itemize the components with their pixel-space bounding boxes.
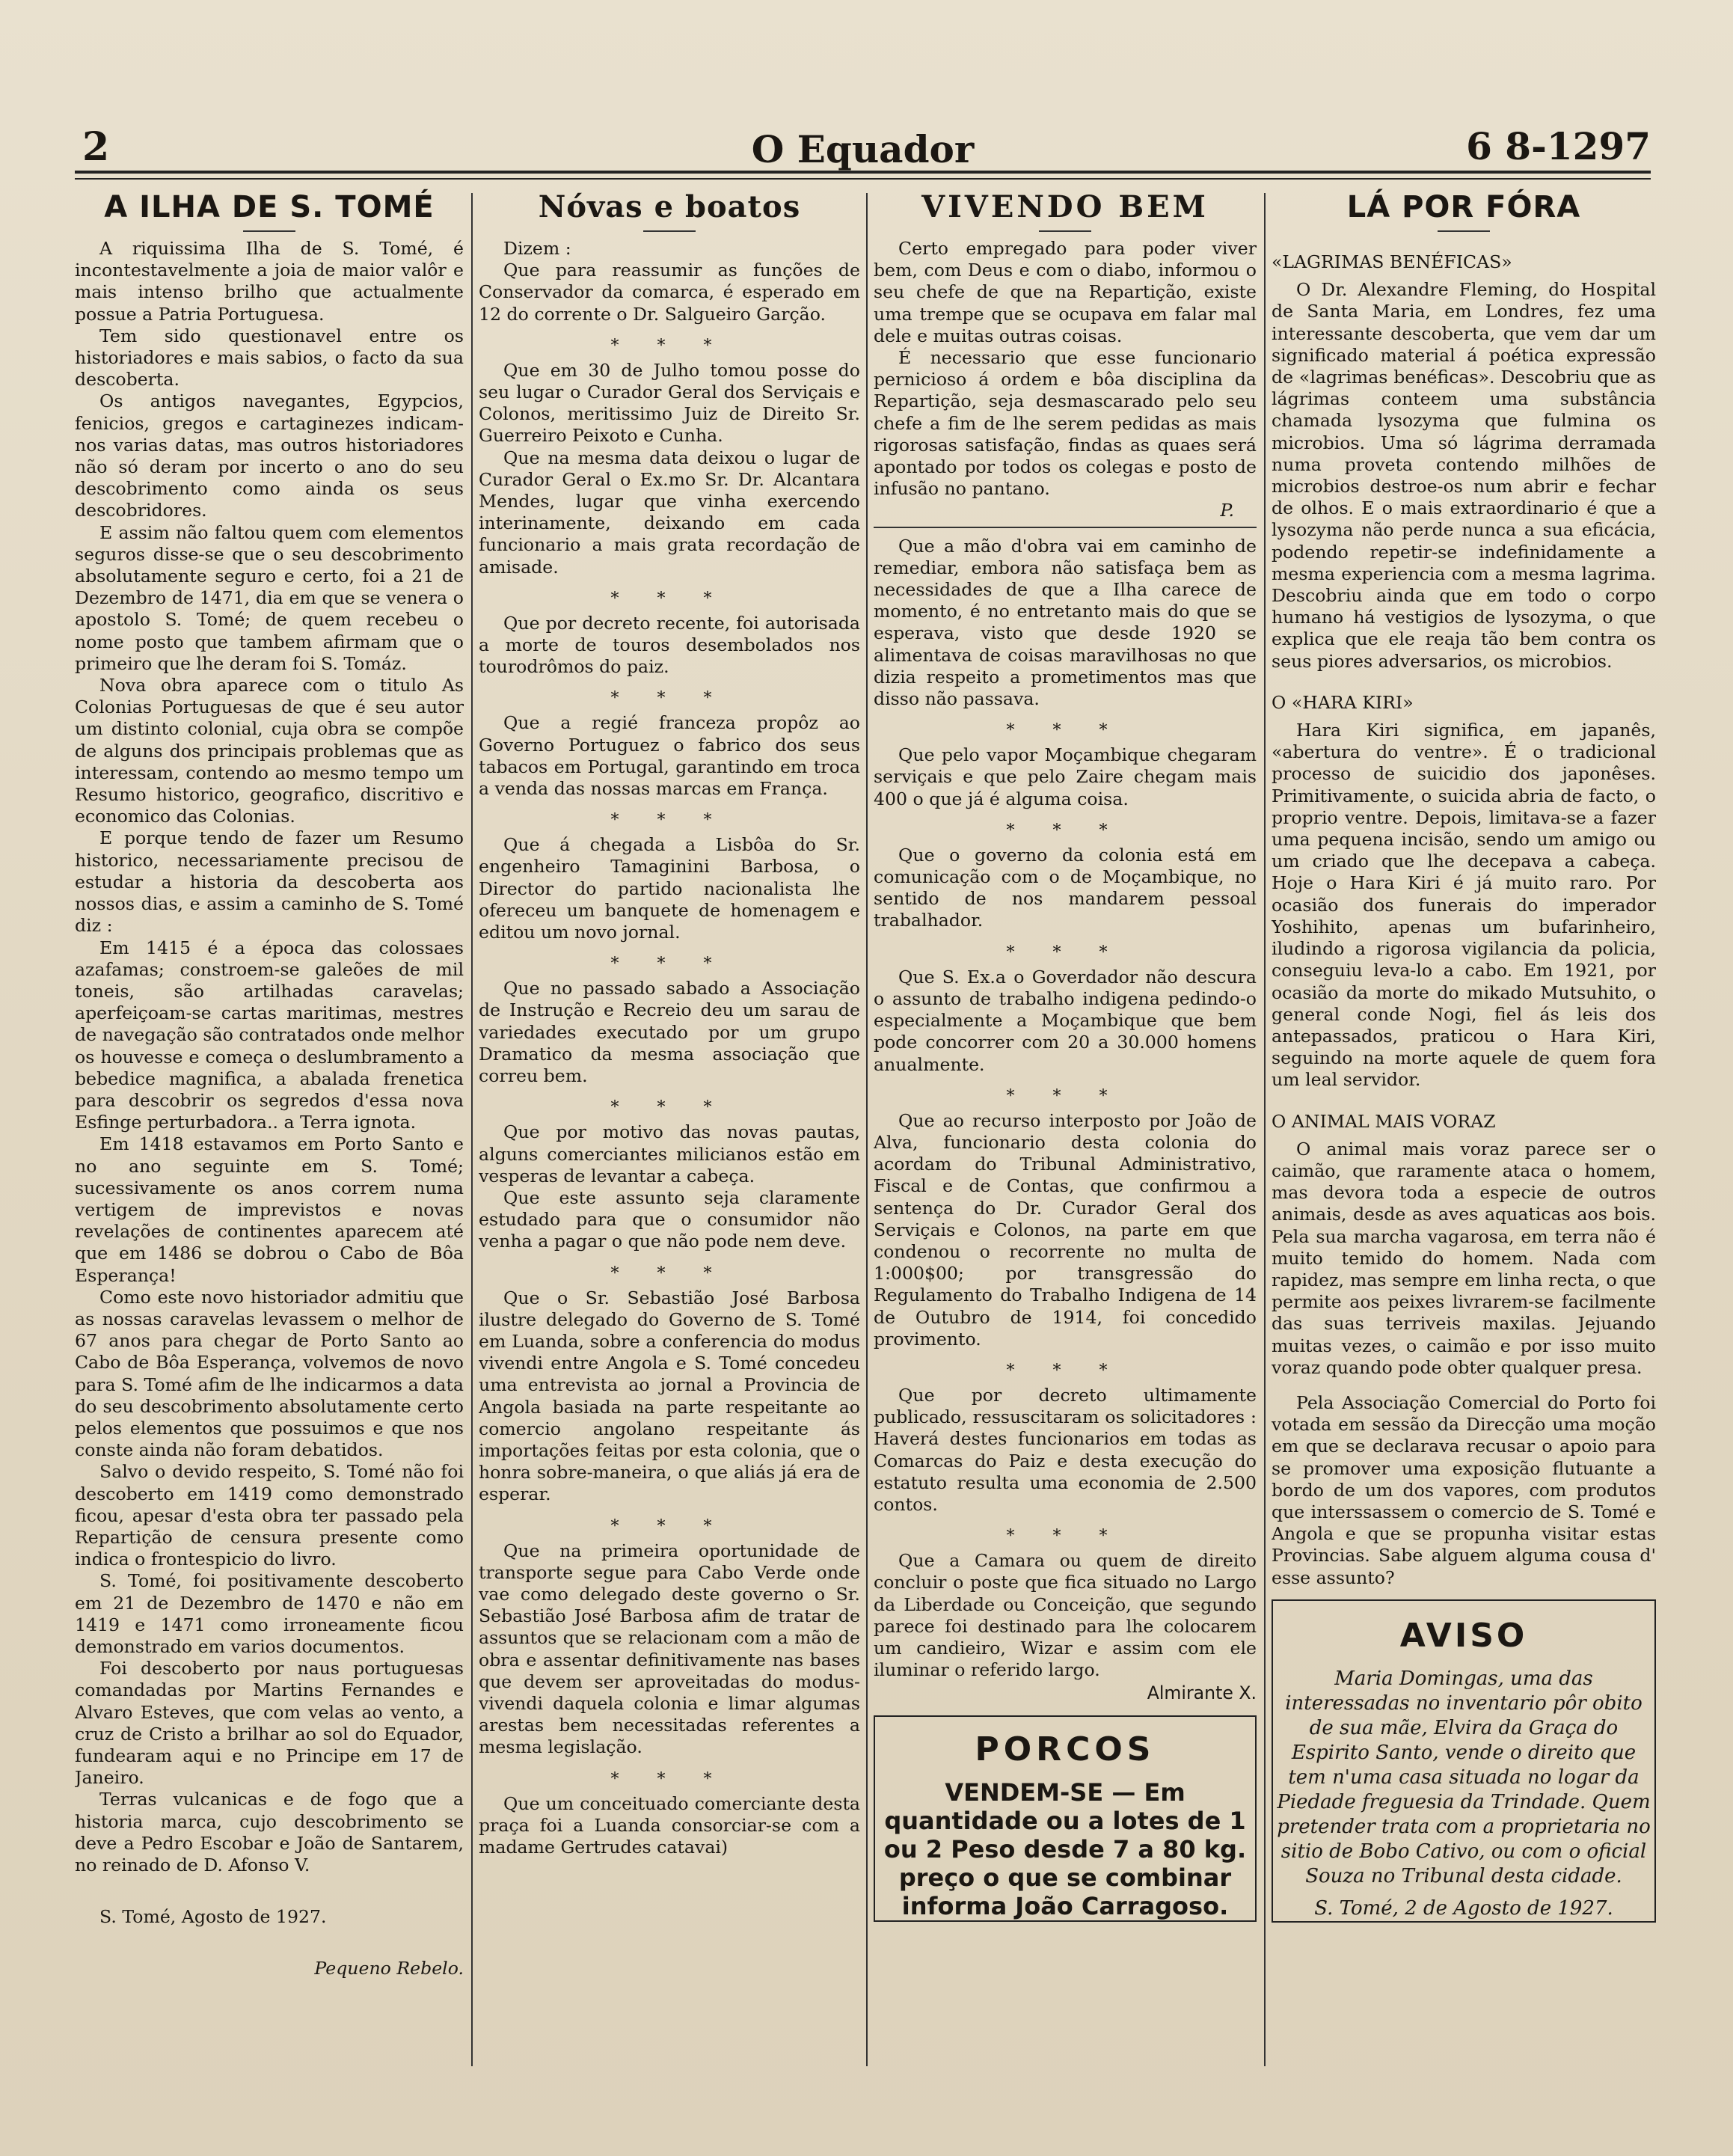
news-item: Que por decreto recente, foi autorisada a morte de touros desembolados nos tourodrômos do paiz.: [479, 612, 860, 678]
news-item: Que por decreto ultimamente publicado, ressuscitaram os solicitadores : Haverá destes funcionarios em todas as Comarcas do Paiz e desta execução do estatuto resulta uma economia de 2.500 contos.: [874, 1384, 1257, 1515]
paragraph: Em 1418 estavamos em Porto Santo e no ano seguinte em S. Tomé; sucessivamente os anos correm numa vertigem de imprevistos e novas revelações de continentes aparecem até que em 1486 se dobrou o Cabo de Bôa Esperança!: [75, 1133, 464, 1286]
article-heading: VIVENDO BEM: [921, 189, 1209, 224]
separator-stars: * * *: [1006, 1086, 1124, 1106]
heading-rule: [1438, 230, 1490, 232]
separator-stars: * * *: [610, 811, 729, 830]
article-heading: A ILHA DE S. TOMÉ: [104, 190, 435, 224]
separator-stars: * * *: [1006, 1527, 1124, 1546]
separator-stars: * * *: [610, 1516, 729, 1536]
separator-stars: * * *: [610, 955, 729, 974]
news-item: Que um conceituado comerciante desta praça foi a Luanda consorciar-se com a madame Gertrudes catavai): [479, 1792, 860, 1858]
news-item: Que á chegada a Lisbôa do Sr. engenheiro Tamaginini Barbosa, o Director do partido nacionalista lhe ofereceu um banquete de homenagem e editou um novo jornal.: [479, 834, 860, 943]
notice-heading: AVISO: [1399, 1616, 1528, 1655]
news-item: Que pelo vapor Moçambique chegaram serviçais e que pelo Zaire chegam mais 400 o que já é alguma coisa.: [874, 744, 1257, 809]
spacer: [1272, 1379, 1656, 1392]
heading-rule: [243, 230, 295, 232]
article-ilha-de-s-tome: [75, 187, 464, 2134]
heading-rule: [643, 230, 696, 232]
notice-body: Maria Domingas, uma das interessadas no inventario pôr obito de sua mãe, Elvira da Graça do Espirito Santo, vende o direito que tem n'uma casa situada no logar da Piedade freguesia da Trindade. Quem pretender trata com a proprietaria no sitio de Bobo Cativo, ou com o oficial Souza no Tribunal desta cidade.: [1277, 1667, 1651, 1887]
news-item: Que por motivo das novas pautas, alguns comerciantes milicianos estão em vesperas de levantar a cabeça.: [479, 1121, 860, 1186]
separator-stars: * * *: [1006, 1361, 1124, 1380]
separator-stars: * * *: [610, 1769, 729, 1789]
news-item: Que na mesma data deixou o lugar de Curador Geral o Ex.mo Sr. Dr. Alcantara Mendes, lugar que vinha exercendo interinamente, deixando em cada funcionario a mais grata recordação de amisade.: [479, 447, 860, 578]
paragraph: Como este novo historiador admitiu que as nossas caravelas levassem o melhor de 67 anos para chegar de Porto Santo ao Cabo de Bôa Esperança, volvemos de novo para S. Tomé afim de lhe indicarmos a data do seu descobrimento absolutamente certo pelos elementos que possuimos e que nos conste ainda não foram debatidos.: [75, 1286, 464, 1461]
column-divider: [866, 193, 868, 2066]
paragraph: Salvo o devido respeito, S. Tomé não foi descoberto em 1419 como demonstrado ficou, apesar d'esta obra ter passado pela Repartição de censura presente como indica o frontespicio do livro.: [75, 1461, 464, 1570]
ad-heading: PORCOS: [975, 1730, 1156, 1768]
masthead-rule-thin: [75, 178, 1651, 180]
news-item: Que para reassumir as funções de Conservador da comarca, é esperado em 12 do corrente o Dr. Salgueiro Garção.: [479, 260, 860, 325]
intro: Dizem :: [503, 238, 571, 259]
article-la-por-fora: [1272, 187, 1656, 2134]
aviso-notice: [1272, 1599, 1656, 1923]
dateline: S. Tomé, Agosto de 1927.: [99, 1906, 327, 1928]
paragraph: Certo empregado para poder viver bem, com Deus e com o diabo, informou o seu chefe de que na Repartição, existe uma trempe que se ocupava em falar mal dele e muitas outras coisas.: [874, 238, 1257, 346]
paragraph: Pela Associação Comercial do Porto foi votada em sessão da Direcção uma moção em que se declarava recusar o apoio para se promover uma exposição flutuante a bordo de um dos vapores, com produtos que interssassem o comercio de S. Tomé e Angola e que se propunha visitar estas Provincias. Sabe alguem alguma cousa d' esse assunto?: [1272, 1391, 1656, 1588]
news-item: Que em 30 de Julho tomou posse do seu lugar o Curador Geral dos Serviçais e Colonos, meritissimo Juiz de Direito Sr. Guerreiro Peixoto e Cunha.: [479, 359, 860, 447]
subheading: «LAGRIMAS BENÉFICAS»: [1272, 251, 1512, 272]
news-item: Que ao recurso interposto por João de Alva, funcionario desta colonia do acordam do Tribunal Administrativo, Fiscal e de Contas, que confirmou a sentença do Dr. Curador Geral dos Serviçais e Colonos, na parte em que condenou o recorrente no multa de 1:000$00; por transgressão do Regulamento do Trabalho Indigena de 14 de Outubro de 1914, foi concedido provimento.: [874, 1109, 1257, 1350]
news-item: Que no passado sabado a Associação de Instrução e Recreio deu um sarau de variedades executado por um grupo Dramatico da mesma associação que correu bem.: [479, 978, 860, 1087]
newspaper-title: O Equador: [751, 127, 975, 171]
signature: Almirante X.: [1147, 1682, 1257, 1704]
separator-stars: * * *: [610, 689, 729, 708]
news-item: Que o governo da colonia está em comunicação com o de Moçambique, no sentido de nos mandarem pessoal trabalhador.: [874, 844, 1257, 931]
separator-stars: * * *: [610, 336, 729, 355]
separator-stars: * * *: [610, 1098, 729, 1118]
paragraph: Nova obra aparece com o titulo As Colonias Portuguesas de que é seu autor um distinto colonial, cuja obra se compõe de alguns dos principais problemas que as interessam, contendo ao mesmo tempo um Resumo historico, geografico, discritivo e economico das Colonias.: [75, 675, 464, 827]
signature: P.: [1220, 500, 1234, 521]
separator-stars: * * *: [1006, 943, 1124, 962]
paragraph: S. Tomé, foi positivamente descoberto em 21 de Dezembro de 1470 e não em 1419 e 1471 como irroneamente ficou demonstrado em varios documentos.: [75, 1570, 464, 1657]
separator-stars: * * *: [610, 589, 729, 608]
news-item: Que a Camara ou quem de direito concluir o poste que fica situado no Largo da Liberdade ou Conceição, que segundo parece foi destinado para lhe colocarem um candieiro, Wizar e assim com ele iluminar o referido largo.: [874, 1550, 1257, 1681]
paragraph: Terras vulcanicas e de fogo que a historia marca, cujo descobrimento se deve a Pedro Escobar e João de Santarem, no reinado de D. Afonso V.: [75, 1789, 464, 1876]
article-novas-e-boatos: [479, 187, 860, 2134]
news-item: Que o Sr. Sebastião José Barbosa ilustre delegado do Governo de S. Tomé em Luanda, sobre a conferencia do modus vivendi entre Angola e S. Tomé concedeu uma entrevista ao jornal a Provincia de Angola basiada na parte respeitante ao comercio angolano respeitante ás importações feitas por esta colonia, que o honra sobre-maneira, o que aliás já era de esperar.: [479, 1287, 860, 1505]
paragraph: Tem sido questionavel entre os historiadores e mais sabios, o facto da sua descoberta.: [75, 325, 464, 391]
paragraph: Em 1415 é a época das colossaes azafamas; constroem-se galeões de mil toneis, são artilhadas caravelas; aperfeiçoam-se cartas maritimas, mestres de navegação são contratados onde melhor os houvesse e começa o deslumbramento a bebedice magnifica, a abalada frenetica para descobrir os segredos d'essa nova Esfinge perturbadora.. a Terra ignota.: [75, 937, 464, 1133]
column-divider: [1264, 193, 1266, 2066]
news-item: Que a regié franceza propôz ao Governo Portuguez o fabrico dos seus tabacos em Portugal, garantindo em troca a venda das nossas marcas em França.: [479, 712, 860, 800]
paragraph: A riquissima Ilha de S. Tomé, é incontestavelmente a joia de maior valôr e mais intenso brilho que actualmente possue a Patria Portuguesa.: [75, 238, 464, 325]
paragraph: Foi descoberto por naus portuguesas comandadas por Martins Fernandes e Alvaro Esteves, que com velas ao vento, a cruz de Cristo a brilhar ao sol do Equador, fundearam aqui e no Principe em 17 de Janeiro.: [75, 1658, 464, 1789]
article-vivendo-bem: [874, 187, 1257, 2134]
subheading: O ANIMAL MAIS VORAZ: [1272, 1110, 1496, 1132]
masthead-rule: [75, 171, 1651, 174]
heading-rule: [1039, 230, 1091, 232]
paragraph: E porque tendo de fazer um Resumo historico, necessariamente precisou de estudar a historia da descoberta aos nossos dias, e assim a caminho de S. Tomé diz :: [75, 827, 464, 937]
article-heading: LÁ POR FÓRA: [1346, 190, 1581, 224]
author-signature: Pequeno Rebelo.: [314, 1958, 464, 1979]
separator-stars: * * *: [1006, 721, 1124, 741]
issue-date: 6 8-1297: [1466, 124, 1651, 168]
separator-stars: * * *: [610, 1264, 729, 1283]
section-rule: [874, 527, 1257, 528]
paragraph: O animal mais voraz parece ser o caimão, que raramente ataca o homem, mas devora toda a especie de outros animais, desde as aves aquaticas aos bois. Pela sua marcha vagarosa, em terra não é muito temido do homem. Nada com rapidez, mas sempre em linha recta, o que permite aos peixes livrarem-se facilmente das suas terriveis maxilas. Jejuando muitas vezes, o caimão e por isso muito voraz quando pode obter qualquer presa.: [1272, 1138, 1656, 1378]
paragraph: É necessario que esse funcionario pernicioso á ordem e bôa disciplina da Repartição, seja desmascarado pelo seu chefe a fim de lhe serem pedidas as mais rigorosas satisfação, findas as quaes será apontado por todos os colegas e posto de infusão no pantano.: [874, 347, 1257, 500]
paragraph: O Dr. Alexandre Fleming, do Hospital de Santa Maria, em Londres, fez uma interessante descoberta, que vem dar um significado material á poética expressão de «lagrimas benéficas». Descobriu que as lágrimas conteem uma substância chamada lysozyma que fulmina os microbios. Uma só lágrima derramada numa proveta contendo milhões de microbios destroe-os num abrir e fechar de olhos. E o mais extraordinario é que a lysozyma não perde nunca a sua eficácia, podendo repetir-se indefinidamente a mesma experiencia com a mesma lagrima. Descobriu ainda que em todo o corpo humano há vestigios de lysozyma, o que explica que ele reaja tão bem contra os seus piores adversarios, os microbios.: [1272, 279, 1656, 672]
porcos-ad: [874, 1715, 1257, 1922]
paragraph: Os antigos navegantes, Egypcios, fenicios, gregos e cartaginezes indicam-nos varias datas, mas outros historiadores não só deram por incerto o ano do seu descobrimento como ainda os seus descobridores.: [75, 391, 464, 521]
masthead: [75, 126, 1651, 175]
paragraph: Hara Kiri significa, em japanês, «abertura do ventre». É o tradicional processo de suicidio dos japonêses. Primitivamente, o suicida abria de facto, o proprio ventre. Depois, limitava-se a fazer uma pequena incisão, sendo um amigo ou um criado que lhe decepava a cabeça. Hoje o Hara Kiri é já muito raro. Por ocasião dos funerais do imperador Yoshihito, apenas um bufarinheiro, iludindo a rigorosa vigilancia da policia, conseguiu leva-lo a cabo. Em 1921, por ocasião da morte do mikado Mutsuhito, o general conde Nogi, fiel ás leis dos antepassados, praticou o Hara Kiri, seguindo na morte aquele de quem fora um leal servidor.: [1272, 720, 1656, 1091]
news-item: Que este assunto seja claramente estudado para que o consumidor não venha a pagar o que não pode nem deve.: [479, 1186, 860, 1252]
article-heading: Nóvas e boatos: [538, 189, 801, 224]
page-number: 2: [82, 124, 110, 170]
news-item: Que S. Ex.a o Goverdador não descura o assunto de trabalho indigena pedindo-o especialmente a Moçambique que bem pode concorrer com 20 a 30.000 homens anualmente.: [874, 966, 1257, 1075]
ad-body: VENDEM-SE — Em quantidade ou a lotes de 1 ou 2 Peso desde 7 a 80 kg. preço o que se combinar informa João Carragoso.: [883, 1777, 1247, 1920]
news-item: Que na primeira oportunidade de transporte segue para Cabo Verde onde vae como delegado deste governo o Sr. Sebastião José Barbosa afim de tratar de assuntos que se relacionam com a mão de obra e assentar definitivamente nas bases que devem ser aproveitadas do modus-vivendi daquela colonia e limar algumas arestas bem necessitadas referentes a mesma legislação.: [479, 1540, 860, 1758]
news-item: Que a mão d'obra vai em caminho de remediar, embora não satisfaça bem as necessidades de que a Ilha carece de momento, é no entretanto mais do que se esperava, visto que desde 1920 se alimentava de coisas maravilhosas no que dizia respeito a prometimentos mas que disso não passava.: [874, 535, 1257, 710]
separator-stars: * * *: [1006, 821, 1124, 840]
notice-date: S. Tomé, 2 de Agosto de 1927.: [1314, 1896, 1613, 1920]
column-divider: [471, 193, 473, 2066]
paragraph: E assim não faltou quem com elementos seguros disse-se que o seu descobrimento absolutamente seguro e certo, foi a 21 de Dezembro de 1471, dia em que se venera o apostolo S. Tomé; de quem recebeu o nome posto que tambem afirmam que o primeiro que lhe deram foi S. Tomáz.: [75, 521, 464, 674]
subheading: O «HARA KIRI»: [1272, 691, 1414, 713]
